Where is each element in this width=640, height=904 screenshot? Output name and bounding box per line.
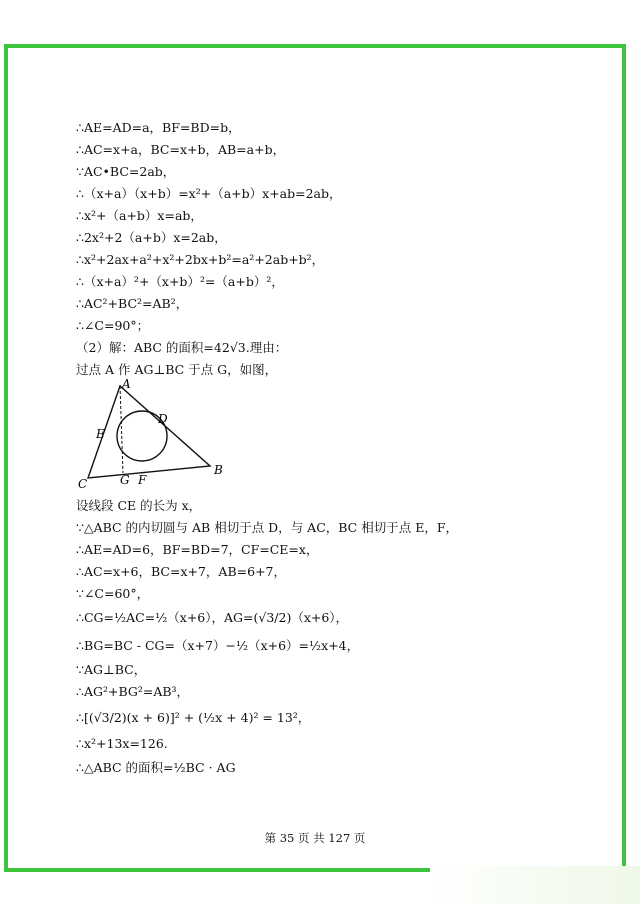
text-line: ∴AC=x+a，BC=x+b，AB=a+b，	[76, 142, 286, 157]
label-b: B	[214, 463, 223, 477]
text-line: ∴[(√3/2)(x + 6)]² + (½x + 4)² = 13²，	[76, 710, 311, 725]
page-footer: 第 35 页 共 127 页	[264, 831, 366, 845]
text-line: ∴x²+13x=126.	[76, 736, 168, 751]
label-e: E	[96, 427, 105, 441]
text-line: ∴AC=x+6，BC=x+7，AB=6+7，	[76, 564, 286, 579]
text-line: （2）解：ABC 的面积=42√3.理由：	[76, 340, 288, 355]
page-border	[4, 44, 626, 872]
text-line: ∵AC•BC=2ab，	[76, 164, 176, 179]
text-line: ∴AC²+BC²=AB²，	[76, 296, 189, 311]
text-line: ∴（x+a）²+（x+b）²=（a+b）²，	[76, 274, 284, 289]
text-line: ∴AG²+BG²=AB³，	[76, 684, 190, 699]
text-line: ∵∠C=60°，	[76, 586, 150, 601]
label-c: C	[78, 477, 88, 490]
text-line: ∴CG=½AC=½（x+6），AG=(√3/2)（x+6），	[76, 610, 349, 625]
text-line: ∴x²+2ax+a²+x²+2bx+b²=a²+2ab+b²，	[76, 252, 325, 267]
text-line: ∴△ABC 的面积=½BC · AG	[76, 760, 236, 775]
text-line: 设线段 CE 的长为 x，	[76, 498, 202, 513]
text-line: ∴2x²+2（a+b）x=2ab，	[76, 230, 227, 245]
label-f: F	[138, 473, 147, 487]
text-line: ∴∠C=90°；	[76, 318, 150, 333]
corner-shade	[430, 866, 640, 904]
label-d: D	[158, 412, 168, 426]
text-line: ∴（x+a）（x+b）=x²+（a+b）x+ab=2ab，	[76, 186, 342, 201]
label-g: G	[120, 473, 130, 487]
text-line: ∵△ABC 的内切圆与 AB 相切于点 D，与 AC，BC 相切于点 E，F，	[76, 520, 458, 535]
document-page	[8, 48, 622, 868]
label-a: A	[122, 378, 131, 391]
triangle-abc	[88, 386, 210, 478]
text-line: ∴AE=AD=6，BF=BD=7，CF=CE=x，	[76, 542, 319, 557]
text-line: 过点 A 作 AG⊥BC 于点 G，如图，	[76, 362, 278, 377]
altitude-ag	[120, 386, 123, 473]
text-line: ∴AE=AD=a，BF=BD=b，	[76, 120, 241, 135]
text-line: ∵AG⊥BC，	[76, 662, 147, 677]
text-line: ∴BG=BC - CG=（x+7）−½（x+6）=½x+4，	[76, 638, 360, 653]
triangle-incircle-figure	[74, 378, 244, 490]
text-line: ∴x²+（a+b）x=ab，	[76, 208, 203, 223]
